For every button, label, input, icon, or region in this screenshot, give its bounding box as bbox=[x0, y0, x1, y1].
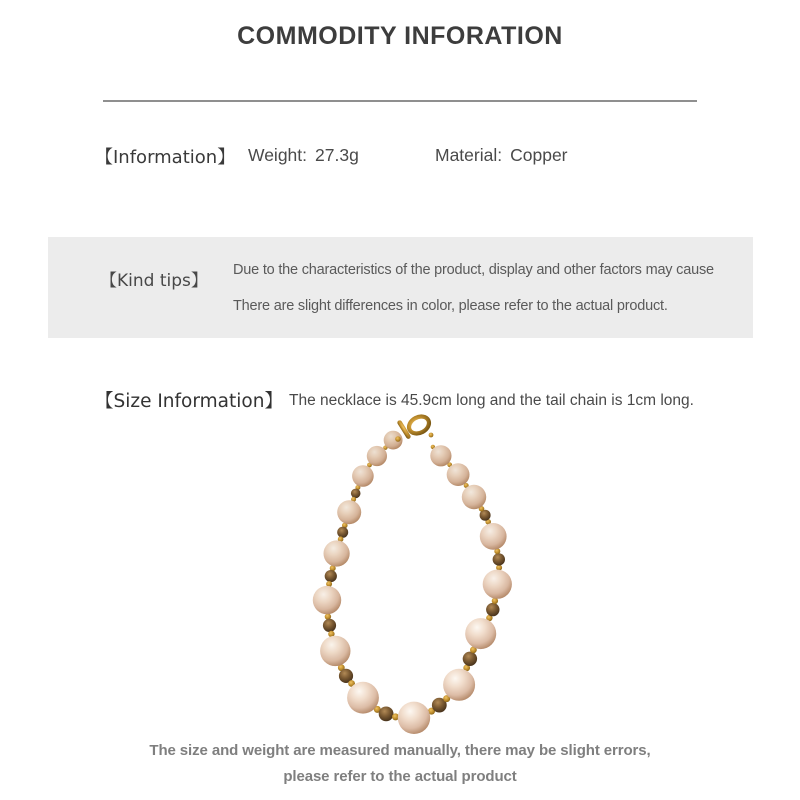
footer-line2: please refer to the actual product bbox=[283, 768, 517, 785]
material-value: Copper bbox=[510, 145, 568, 165]
size-information-label: 【Size Information】 bbox=[95, 391, 283, 412]
footer-line1: The size and weight are measured manually, there may be slight errors, bbox=[149, 742, 651, 759]
size-information-text: The necklace is 45.9cm long and the tail chain is 1cm long. bbox=[289, 392, 694, 409]
weight-value: 27.3g bbox=[315, 145, 359, 165]
page-title: COMMODITY INFORATION bbox=[237, 22, 563, 50]
kind-tips-text bbox=[233, 252, 748, 324]
weight-label: Weight: bbox=[248, 145, 308, 165]
necklace-product-image bbox=[308, 412, 508, 752]
weight-field bbox=[248, 145, 359, 166]
information-label: 【Information】 bbox=[95, 147, 236, 168]
kind-tips-line2: There are slight differences in color, please refer to the actual product. bbox=[233, 298, 668, 314]
footer-note bbox=[0, 738, 800, 790]
material-label: Material: bbox=[435, 145, 503, 165]
kind-tips-box bbox=[48, 237, 753, 338]
kind-tips-line1: Due to the characteristics of the product, display and other factors may cause bbox=[233, 262, 714, 278]
kind-tips-label: 【Kind tips】 bbox=[100, 271, 208, 291]
material-field bbox=[435, 145, 568, 166]
title-divider bbox=[103, 100, 697, 102]
